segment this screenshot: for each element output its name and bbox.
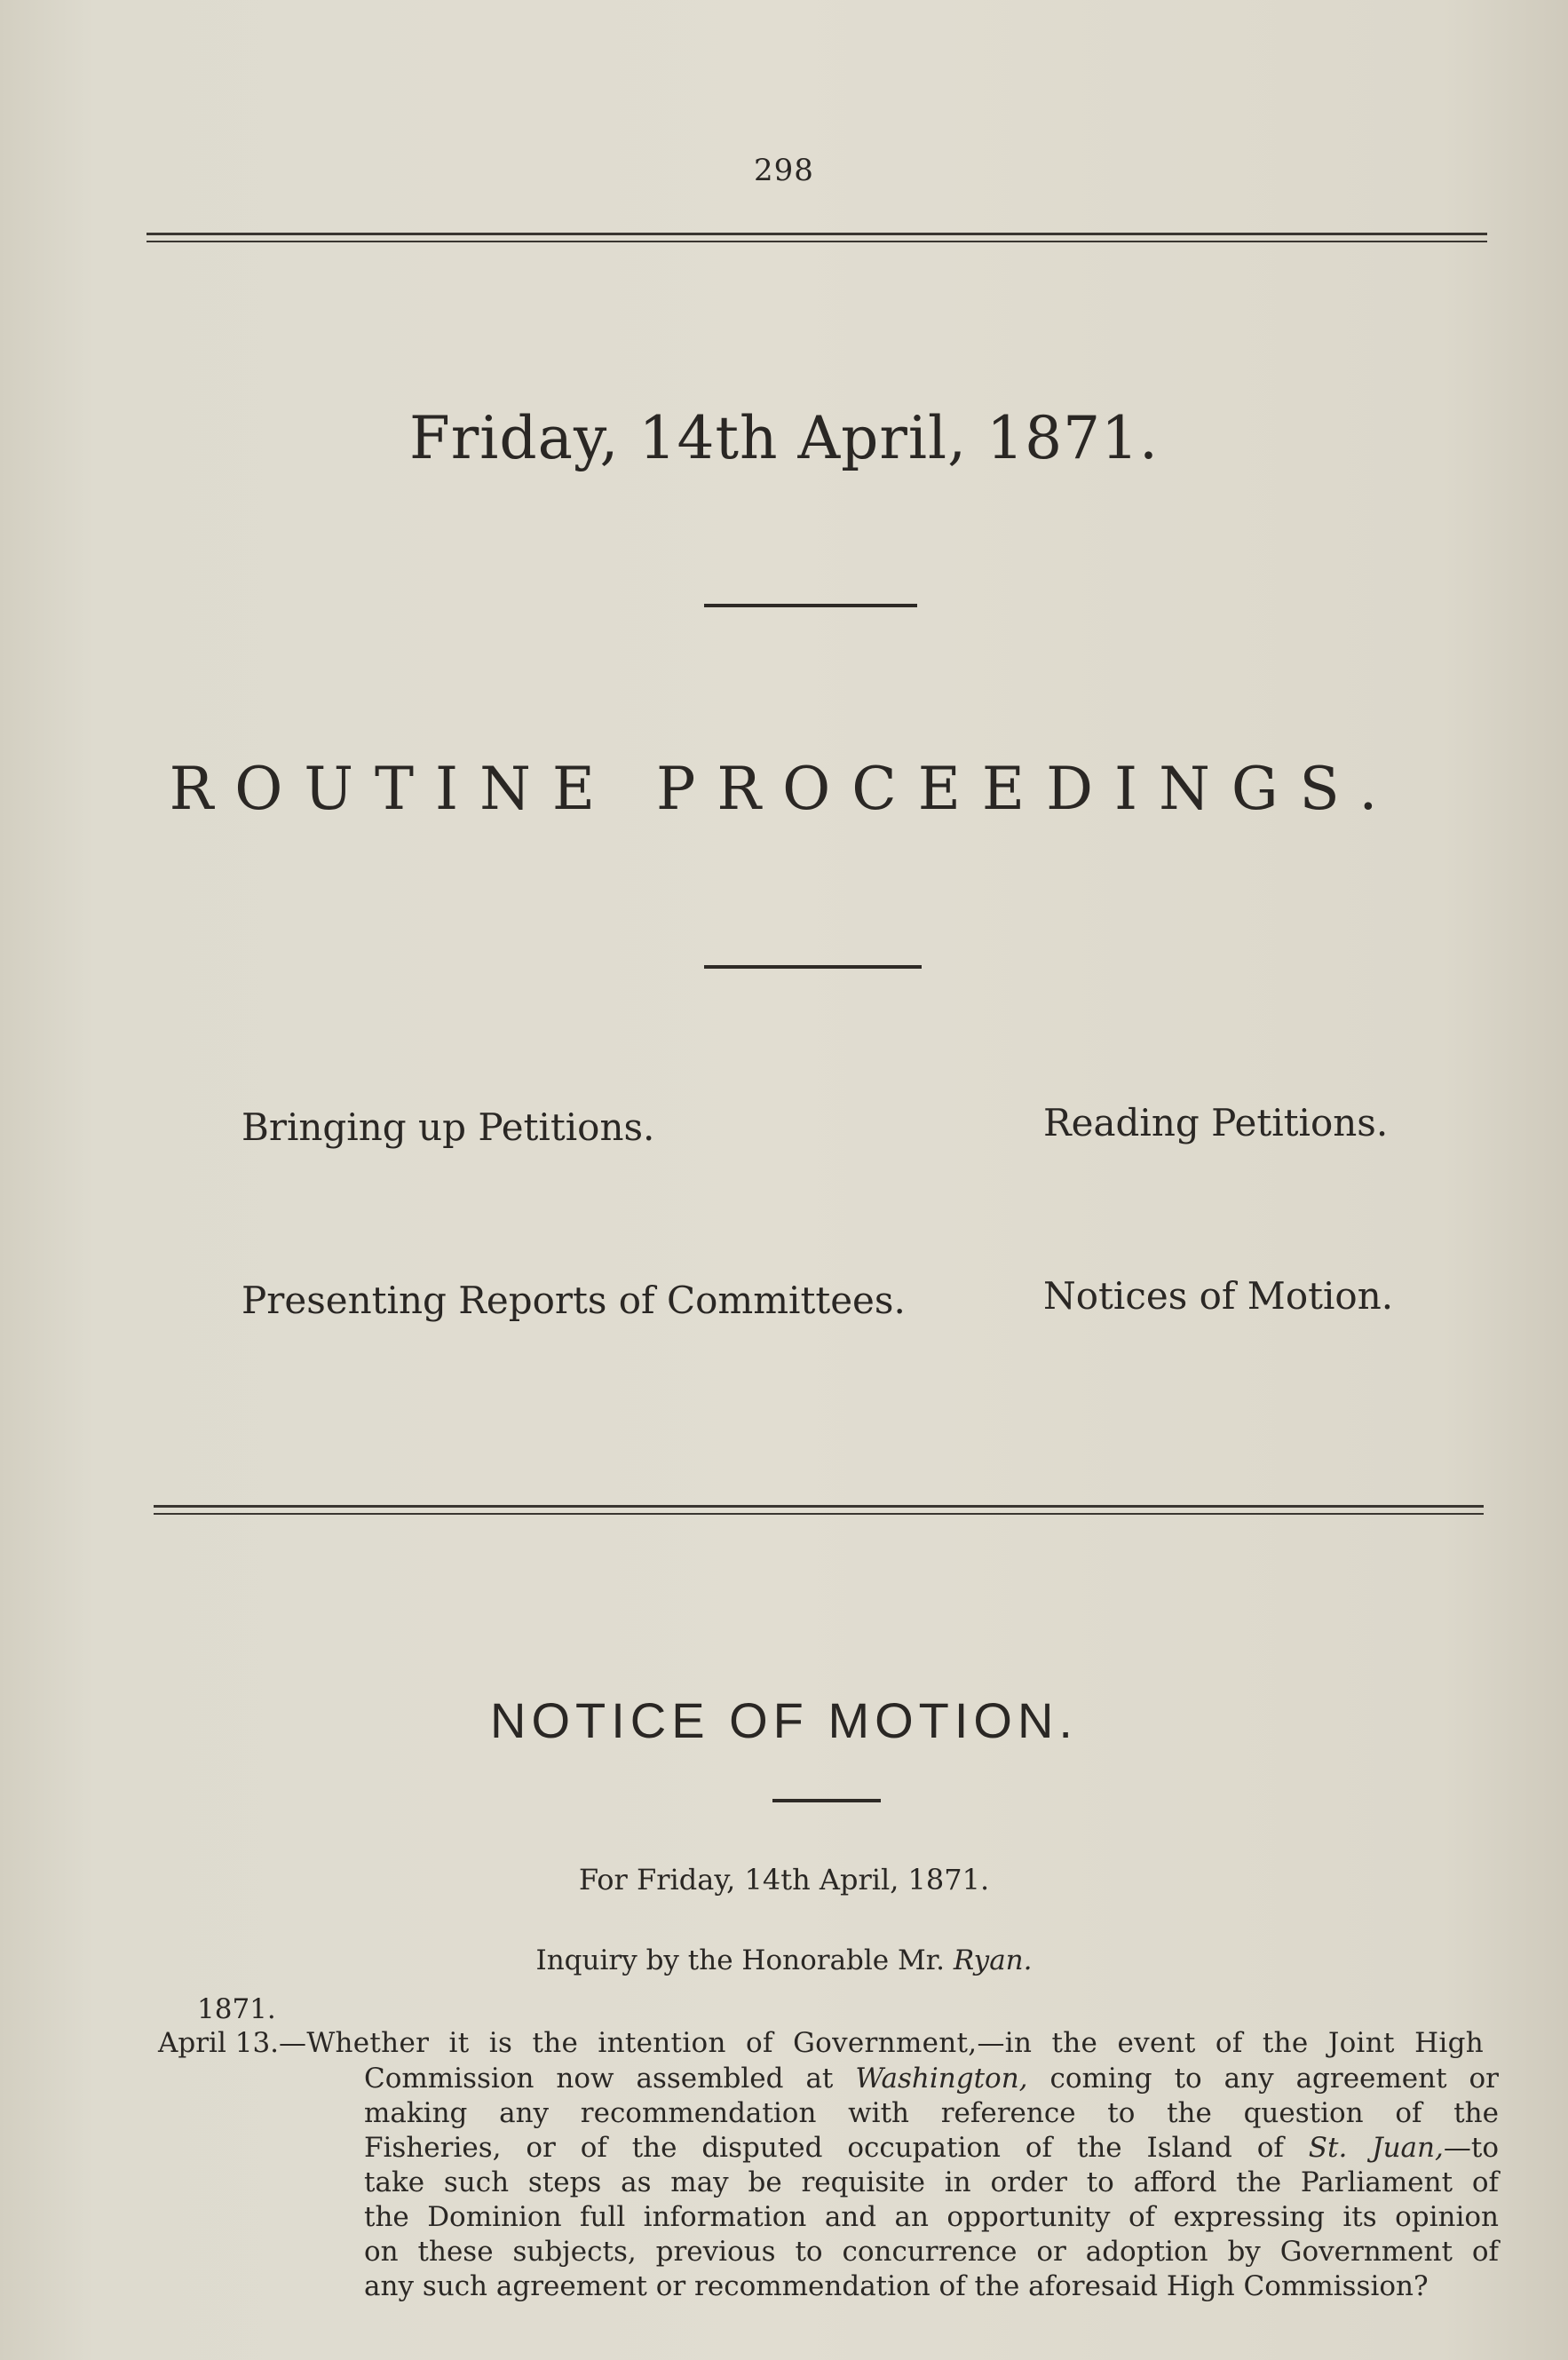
margin-date	[158, 2027, 1484, 2059]
divider-rule	[704, 604, 917, 607]
routine-item-bringing-up-petitions: Bringing up Petitions.	[242, 1105, 655, 1149]
motion-line: on these subjects, previous to concurrence or adoption by Government of	[364, 2236, 1499, 2268]
inquiry-name: Ryan.	[953, 1944, 1033, 1976]
notice-of-motion-title: NOTICE OF MOTION.	[490, 1692, 1078, 1748]
motion-line: Commission now assembled at Washington, coming to any agreement or	[364, 2063, 1499, 2095]
notice-for-date: For Friday, 14th April, 1871.	[578, 1863, 990, 1897]
motion-line: any such agreement or recommendation of the aforesaid High Commission?	[364, 2270, 1429, 2302]
routine-item-reading-petitions: Reading Petitions.	[1043, 1101, 1389, 1144]
motion-line: take such steps as may be requisite in order to afford the Parliament of	[364, 2166, 1499, 2198]
motion-line: making any recommendation with reference to the question of the	[364, 2097, 1499, 2129]
routine-proceedings-title: ROUTINE PROCEEDINGS.	[169, 755, 1399, 823]
motion-line: the Dominion full information and an opportunity of expressing its opinion	[364, 2201, 1499, 2233]
date-heading: Friday, 14th April, 1871.	[408, 404, 1160, 472]
divider-rule	[704, 965, 922, 969]
routine-item-presenting-reports: Presenting Reports of Committees.	[242, 1279, 906, 1322]
margin-year: 1871.	[197, 1993, 276, 2025]
inquiry-prefix: Inquiry by the Honorable Mr.	[535, 1944, 946, 1976]
margin-date-label: April 13.	[158, 2027, 280, 2059]
divider-rule	[772, 1799, 881, 1802]
page-number: 298	[754, 153, 814, 188]
motion-text	[364, 2062, 1499, 2304]
motion-line: Fisheries, or of the disputed occupation of the Island of St. Juan,—to	[364, 2132, 1499, 2164]
motion-first-line: —Whether it is the intention of Government,—in the event of the Joint High	[279, 2027, 1485, 2059]
routine-item-notices-of-motion: Notices of Motion.	[1043, 1274, 1394, 1318]
inquiry-line	[0, 1944, 1568, 1976]
